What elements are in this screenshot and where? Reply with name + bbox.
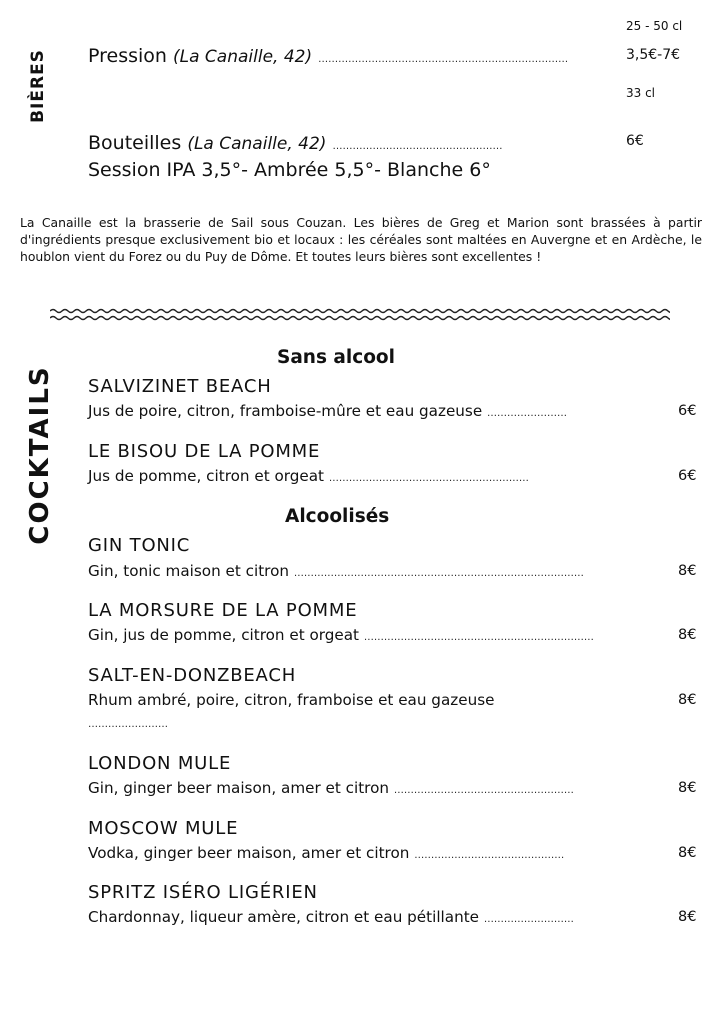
draft-price: 3,5€-7€ (626, 47, 681, 63)
cocktail-dots: ……………………………………………… (393, 785, 574, 796)
cocktail-desc-text: Vodka, ginger beer maison, amer et citron (88, 844, 410, 862)
cocktail-price: 8€ (678, 780, 697, 796)
cocktail-desc-text: Jus de pomme, citron et orgeat (88, 467, 324, 485)
cocktail-desc (88, 562, 584, 580)
cocktail-price: 6€ (678, 468, 697, 484)
bottle-dots: …………………………………………… (332, 141, 503, 152)
cocktail-desc-text: Chardonnay, liqueur amère, citron et eau pétillante (88, 908, 479, 926)
draft-beer-line (88, 45, 568, 67)
cocktail-desc (88, 908, 574, 926)
draft-volume: 25 - 50 cl (626, 19, 683, 33)
cocktail-desc (88, 626, 594, 644)
cocktail-dots: …………………… (487, 408, 568, 419)
beers-section-label: BIÈRES (28, 49, 48, 123)
alcoholic-title: Alcoolisés (285, 506, 390, 527)
cocktail-desc (88, 467, 529, 485)
cocktail-desc (88, 844, 564, 862)
cocktails-section-label: COCKTAILS (25, 365, 55, 545)
draft-label: Pression (88, 45, 167, 67)
cocktail-desc (88, 691, 494, 709)
draft-brewery: (La Canaille, 42) (173, 47, 313, 67)
bottle-beer-line (88, 132, 502, 154)
cocktail-name: SALVIZINET BEACH (88, 376, 272, 397)
cocktail-name: GIN TONIC (88, 535, 191, 556)
bottle-volume: 33 cl (626, 86, 656, 100)
cocktail-price: 6€ (678, 403, 697, 419)
draft-dots: ………………………………………………………………… (318, 54, 569, 65)
cocktail-desc (88, 779, 574, 797)
cocktail-dots: ……………………………………… (414, 850, 565, 861)
bottle-brewery: (La Canaille, 42) (187, 134, 327, 154)
cocktail-name: SPRITZ ISÉRO LIGÉRIEN (88, 882, 318, 903)
bottle-varieties: Session IPA 3,5°- Ambrée 5,5°- Blanche 6° (88, 159, 491, 181)
cocktail-name: MOSCOW MULE (88, 818, 239, 839)
cocktail-name: LONDON MULE (88, 753, 232, 774)
cocktail-price: 8€ (678, 627, 697, 643)
wave-divider (50, 306, 670, 324)
non-alcoholic-title: Sans alcool (277, 347, 395, 368)
cocktail-desc-text: Jus de poire, citron, framboise-mûre et eau gazeuse (88, 402, 483, 420)
cocktail-dots: …………………………………………………………………………… (293, 568, 584, 579)
cocktail-price: 8€ (678, 845, 697, 861)
cocktail-desc-text: Rhum ambré, poire, citron, framboise et eau gazeuse (88, 691, 495, 709)
cocktail-desc-text: Gin, tonic maison et citron (88, 562, 289, 580)
cocktail-desc-text: Gin, ginger beer maison, amer et citron (88, 779, 390, 797)
brewery-description: La Canaille est la brasserie de Sail sous Couzan. Les bières de Greg et Marion sont brassées à partir d'ingrédients presque exclusivement bio et locaux : les céréales sont maltées en Auvergne et en Ardèche, le houblon vient du Forez ou du Puy de Dôme. Et toutes leurs bières sont excellentes ! (20, 215, 702, 264)
cocktail-name: LA MORSURE DE LA POMME (88, 600, 358, 621)
cocktail-name: SALT-EN-DONZBEACH (88, 665, 297, 686)
cocktail-dots: …………………………………………………… (328, 473, 529, 484)
cocktail-desc-text: Gin, jus de pomme, citron et orgeat (88, 626, 360, 644)
cocktail-price: 8€ (678, 563, 697, 579)
cocktail-dots: …………………………………………………………… (363, 632, 594, 643)
bottle-price: 6€ (626, 133, 644, 149)
cocktail-dots: …………………… (88, 719, 168, 730)
bottle-label: Bouteilles (88, 132, 182, 154)
cocktail-price: 8€ (678, 692, 697, 708)
cocktail-dots: ……………………… (483, 914, 574, 925)
cocktail-name: LE BISOU DE LA POMME (88, 441, 321, 462)
cocktail-desc (88, 402, 567, 420)
cocktail-price: 8€ (678, 909, 697, 925)
